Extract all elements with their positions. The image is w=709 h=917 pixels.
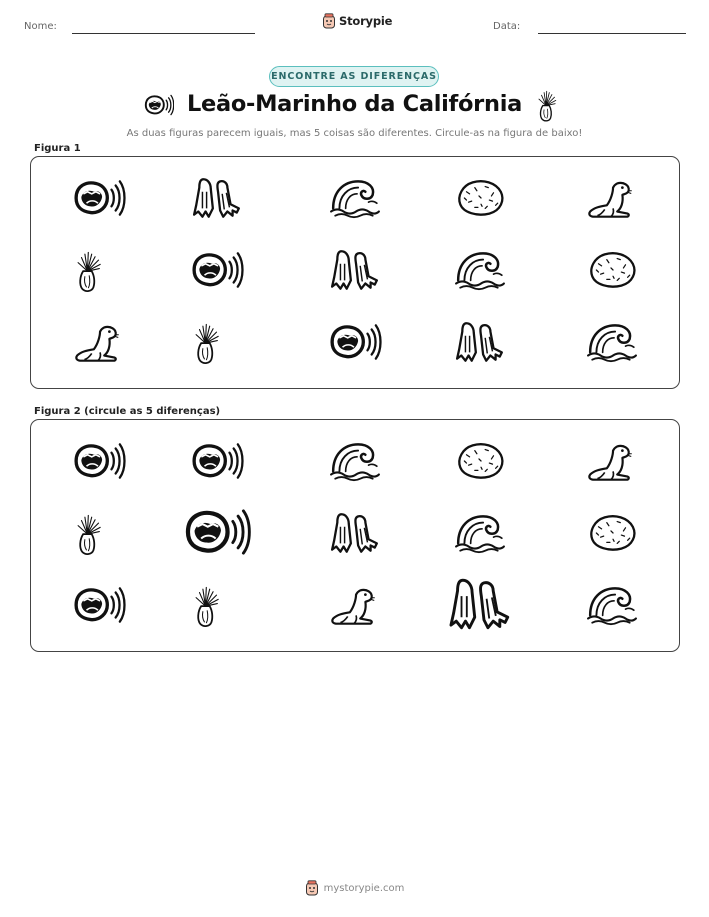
date-line[interactable] [538, 33, 686, 34]
anemone-icon [191, 321, 225, 367]
flippers-icon [191, 177, 243, 219]
brand-logo [322, 13, 392, 29]
storypie-mascot-icon [305, 880, 319, 896]
mouth-sound-icon [191, 249, 243, 291]
mouth-sound-icon [73, 177, 125, 219]
wave-icon [454, 249, 506, 291]
rock-icon [454, 177, 506, 219]
mouth-sound-icon[interactable] [73, 440, 125, 482]
figure2-panel[interactable] [30, 419, 680, 652]
rock-icon[interactable] [454, 440, 506, 482]
mouth-sound-icon [144, 93, 174, 121]
sea-lion-icon [586, 177, 638, 219]
rock-icon [586, 249, 638, 291]
footer [0, 878, 709, 898]
flippers-icon[interactable] [447, 576, 513, 632]
sea-lion-icon[interactable] [586, 440, 638, 482]
storypie-mascot-icon [322, 13, 336, 29]
anemone-icon [535, 90, 561, 122]
flippers-icon [454, 321, 506, 363]
mouth-sound-icon[interactable] [191, 440, 243, 482]
name-label: Nome: [24, 21, 57, 32]
date-label: Data: [493, 21, 521, 32]
sea-lion-icon [73, 321, 125, 363]
anemone-icon[interactable] [73, 512, 107, 558]
mouth-sound-icon[interactable] [73, 584, 125, 626]
wave-icon [329, 177, 381, 219]
name-line[interactable] [72, 33, 255, 34]
find-differences-badge: ENCONTRE AS DIFERENÇAS [269, 66, 439, 87]
sea-lion-icon[interactable] [329, 584, 381, 626]
rock-icon[interactable] [586, 512, 638, 554]
instructions-text: As duas figuras parecem iguais, mas 5 coisas são diferentes. Circule-as na figura de baixo! [126, 128, 583, 139]
worksheet-header [0, 0, 709, 50]
anemone-icon[interactable] [191, 584, 225, 630]
brand-name: Storypie [339, 14, 393, 28]
wave-icon [586, 321, 638, 363]
footer-url: mystorypie.com [323, 882, 405, 894]
figure1-panel [30, 156, 680, 389]
flippers-icon [329, 249, 381, 291]
title-row [0, 88, 709, 126]
wave-icon[interactable] [454, 512, 506, 554]
figure1-label: Figura 1 [34, 143, 81, 154]
mouth-sound-icon [329, 321, 381, 363]
anemone-icon [73, 249, 107, 295]
figure2-label: Figura 2 (circule as 5 diferenças) [34, 406, 221, 417]
page-title: Leão-Marinho da Califórnia [187, 91, 522, 117]
wave-icon[interactable] [329, 440, 381, 482]
mouth-sound-icon[interactable] [184, 504, 250, 560]
flippers-icon[interactable] [329, 512, 381, 554]
wave-icon[interactable] [586, 584, 638, 626]
